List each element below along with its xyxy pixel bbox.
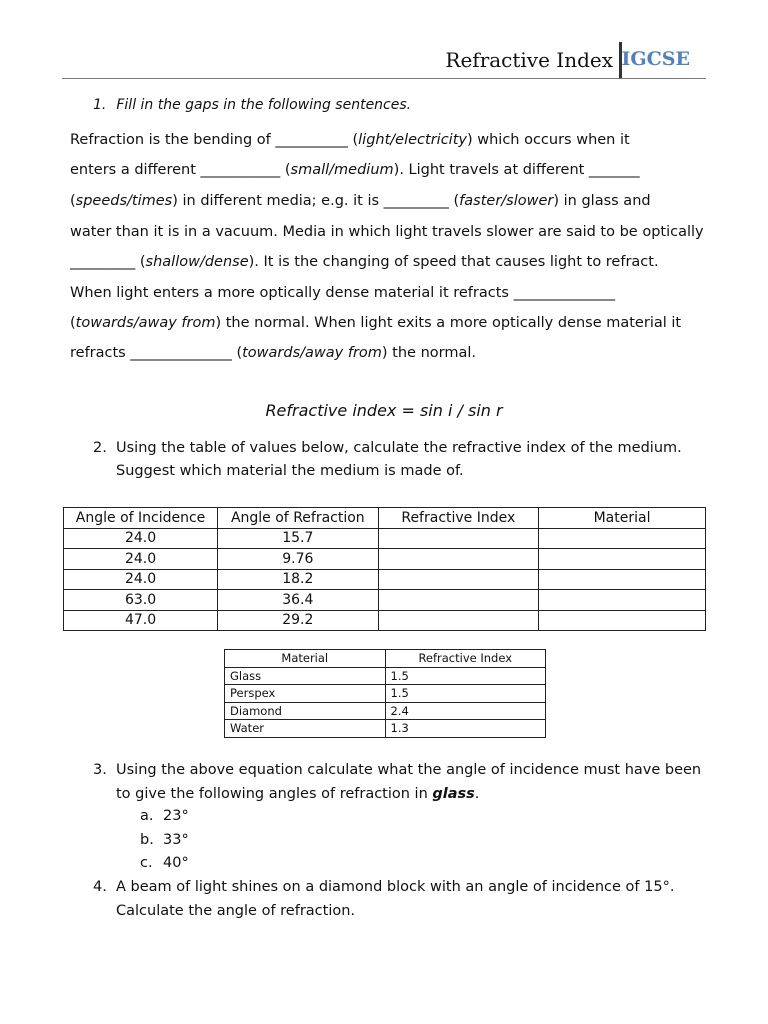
values-table [63, 507, 706, 631]
table-cell: Water [225, 720, 386, 738]
sentence-text: ) in glass and [553, 193, 651, 209]
sub-text: 23° [163, 808, 189, 824]
values-table-header-row [64, 508, 706, 529]
table-cell: 15.7 [218, 528, 379, 549]
question-3-sub-c [140, 855, 189, 871]
table-cell [378, 590, 539, 611]
question-3-text-2: to give the following angles of refraction in [116, 786, 433, 802]
table-row [225, 667, 546, 685]
table-cell: Diamond [225, 702, 386, 720]
paragraph-line [70, 285, 710, 301]
paragraph-line [70, 193, 710, 209]
values-table-header: Angle of Incidence [64, 508, 218, 529]
question-3-text-1: Using the above equation calculate what the angle of incidence must have been [116, 762, 702, 778]
table-cell: 9.76 [218, 549, 379, 570]
question-2-text-1: Using the table of values below, calculate the refractive index of the medium. [116, 440, 682, 456]
sentence-text: ) which occurs when it [466, 132, 630, 148]
materials-table-header: Material [225, 650, 386, 668]
table-cell: Perspex [225, 685, 386, 703]
sentence-text: ) the normal. [381, 345, 476, 361]
table-row [64, 590, 706, 611]
question-3-line-2 [116, 786, 479, 802]
question-3-sub-b [140, 832, 189, 848]
table-cell: 2.4 [385, 702, 546, 720]
materials-table [224, 649, 546, 738]
sub-text: 33° [163, 832, 189, 848]
table-row [225, 685, 546, 703]
table-cell: 47.0 [64, 610, 218, 631]
paragraph-line [70, 345, 710, 361]
table-row [64, 549, 706, 570]
question-4-line-1 [93, 879, 674, 895]
question-1-instruction: Fill in the gaps in the following sentences. [116, 97, 412, 113]
question-2-text-2: Suggest which material the medium is made of. [116, 463, 464, 479]
question-3-line-1 [93, 762, 701, 778]
table-cell: 18.2 [218, 569, 379, 590]
table-cell [378, 610, 539, 631]
table-cell: Glass [225, 667, 386, 685]
table-cell: 24.0 [64, 549, 218, 570]
table-cell [378, 528, 539, 549]
option-hint: light/electricity [358, 132, 467, 148]
option-hint: towards/away from [75, 315, 216, 331]
sub-letter: a. [140, 808, 154, 824]
sentence-text: refracts ______________ ( [70, 345, 243, 361]
values-table-header: Angle of Refraction [218, 508, 379, 529]
header-title: Refractive Index [445, 48, 613, 72]
sentence-text: ). It is the changing of speed that causes light to refract. [248, 254, 659, 270]
paragraph-line [70, 162, 710, 178]
sentence-text: ( [70, 193, 76, 209]
values-table-header: Refractive Index [378, 508, 539, 529]
table-cell [539, 528, 706, 549]
sentence-text: ) in different media; e.g. it is _________ ( [172, 193, 460, 209]
question-3-emphasis: glass [432, 786, 475, 802]
sentence-text: _________ ( [70, 254, 146, 270]
option-hint: small/medium [290, 162, 394, 178]
table-cell: 36.4 [218, 590, 379, 611]
question-3-sub-a [140, 808, 189, 824]
table-cell [539, 549, 706, 570]
sentence-text: ) the normal. When light exits a more optically dense material it [215, 315, 682, 331]
question-2-number: 2. [93, 440, 107, 456]
table-row [225, 720, 546, 738]
sentence-text: ). Light travels at different _______ [393, 162, 640, 178]
paragraph-line [70, 132, 710, 148]
table-cell: 1.5 [385, 685, 546, 703]
sentence-text: When light enters a more optically dense material it refracts ______________ [70, 285, 616, 301]
question-3-number: 3. [93, 762, 107, 778]
question-4-number: 4. [93, 879, 107, 895]
equation: Refractive index = sin i / sin r [265, 401, 503, 420]
table-row [64, 569, 706, 590]
table-row [64, 528, 706, 549]
sentence-text: Refraction is the bending of __________ ( [70, 132, 359, 148]
table-cell [539, 610, 706, 631]
values-table-header: Material [539, 508, 706, 529]
materials-table-header: Refractive Index [385, 650, 546, 668]
table-cell [378, 569, 539, 590]
table-cell: 63.0 [64, 590, 218, 611]
paragraph-line [70, 315, 710, 331]
paragraph-line [70, 224, 710, 240]
sub-text: 40° [163, 855, 189, 871]
question-4-text-1: A beam of light shines on a diamond block with an angle of incidence of 15°. [116, 879, 675, 895]
table-row [225, 702, 546, 720]
sentence-text: ( [70, 315, 76, 331]
table-cell: 1.5 [385, 667, 546, 685]
question-2-line-1 [93, 440, 682, 456]
option-hint: towards/away from [242, 345, 382, 361]
table-cell: 29.2 [218, 610, 379, 631]
question-1-title [93, 97, 411, 113]
table-row [64, 610, 706, 631]
sentence-text: enters a different ___________ ( [70, 162, 291, 178]
sentence-text: water than it is in a vacuum. Media in which light travels slower are said to be optically [70, 224, 704, 240]
question-4-text-2: Calculate the angle of refraction. [116, 903, 356, 919]
sub-letter: c. [140, 855, 153, 871]
page-header [62, 42, 706, 79]
option-hint: speeds/times [75, 193, 173, 209]
table-cell [378, 549, 539, 570]
question-1-number: 1. [93, 97, 107, 113]
option-hint: shallow/dense [145, 254, 249, 270]
materials-table-header-row [225, 650, 546, 668]
question-3-text-3: . [474, 786, 480, 802]
option-hint: faster/slower [459, 193, 554, 209]
table-cell: 24.0 [64, 569, 218, 590]
table-cell [539, 590, 706, 611]
paragraph-line [70, 254, 710, 270]
header-tag: IGCSE [621, 48, 690, 70]
sub-letter: b. [140, 832, 154, 848]
table-cell: 1.3 [385, 720, 546, 738]
table-cell: 24.0 [64, 528, 218, 549]
table-cell [539, 569, 706, 590]
